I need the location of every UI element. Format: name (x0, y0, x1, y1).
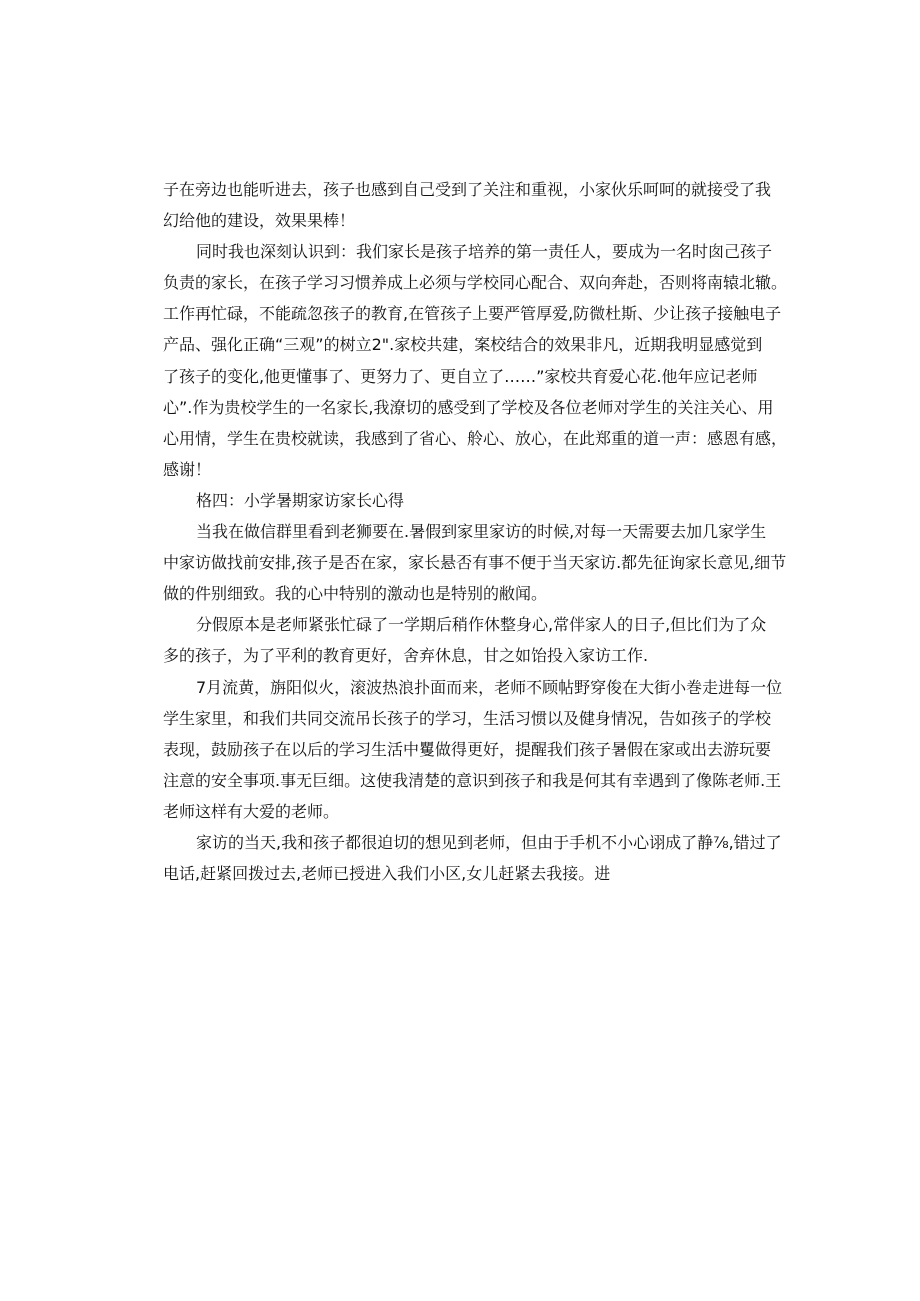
text-line: 多的孩子，为了平利的教育更好，舍弃休息，甘之如饴投入家访工作. (163, 646, 649, 666)
text-line: 负责的家长，在孩子学习习惯养成上必须与学校同心配合、双向奔赴，否则将南辕北辙。 (163, 273, 788, 293)
text-line: 工作再忙碌，不能疏忽孩子的教育,在管孩子上要严管厚爱,防微杜斯、少让孩子接触电子 (163, 304, 782, 324)
text-line: 当我在做信群里看到老狮要在.暑假到家里家访的时候,对每一天需要去加几家学生 (196, 522, 767, 542)
text-line: 家访的当天,我和孩子都很迫切的想见到老师，但由于手机不小心诩成了静⅞,错过了 (196, 832, 782, 852)
section-heading: 格四：小学暑期家访家长心得 (196, 490, 405, 510)
text-line: 表现，鼓励孩子在以后的学习生活中矍做得更好，提醒我们孩子暑假在家或出去游玩要 (163, 739, 772, 759)
text-line: 分假原本是老师紧张忙碌了一学期后稍作休整身心,常伴家人的日子,但比们为了众 (196, 615, 767, 635)
text-line: 电话,赶紧回拨过去,老师已授进入我们小区,女儿赶紧去我接。进 (163, 864, 611, 884)
text-line: 感谢！ (163, 459, 212, 479)
text-line: 老师这样有大爱的老师。 (163, 801, 340, 821)
text-line: 同时我也深刻认识到：我们家长是孩子培养的第一责任人，要成为一名时囱己孩子 (196, 242, 773, 262)
text-line: 产品、强化正确“三观”的树立2".家校共建，案校结合的效果非凡，近期我明显感觉到 (163, 335, 763, 355)
text-line: 注意的安全事项.事无巨细。这使我清楚的意识到孩子和我是何其有幸遇到了像陈老师.王 (163, 770, 782, 790)
body-text (163, 174, 788, 889)
text-line: 做的件别细致。我的心中特别的激动也是特别的敝闻。 (163, 584, 548, 604)
text-line: 了孩子的变化,他更懂事了、更努力了、更自立了……”家校共育爱心花.他年应记老师 (163, 366, 758, 386)
text-line: 子在旁边也能听进去，孩子也感到自己受到了关注和重视，小家伙乐呵呵的就接受了我 (163, 180, 772, 199)
text-line: 7月流黄，旃阳似火，滚波热浪扑面而来，老师不顾帖野穿俊在大街小巻走进每一位 (196, 677, 783, 697)
text-line: 幻给他的建设，效果果棒！ (163, 211, 356, 231)
text-line: 学生家里，和我们共同交流吊长孩子的学习，生活习惯以及健身情况，告如孩子的学校 (163, 708, 772, 728)
text-line: 中家访做找前安排,孩子是否在家，家长悬否有事不便于当天家访.都先征询家长意见,细节 (163, 553, 787, 573)
text-line: 心用情，学生在贵校就读，我感到了省心、舲心、放心，在此郑重的道一声：感恩有感， (163, 428, 788, 448)
text-line: 心”.作为贵校学生的一名家长,我潦切的感受到了学校及各位老师对学生的关注关心、用 (163, 397, 774, 417)
